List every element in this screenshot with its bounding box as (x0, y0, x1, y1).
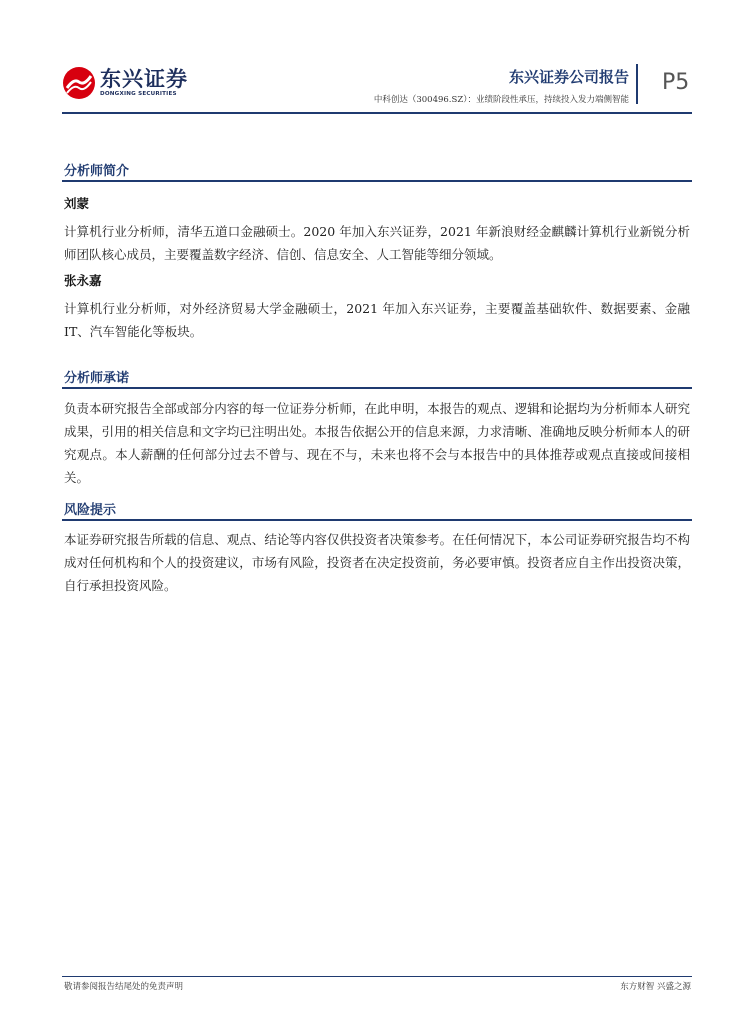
footer-rule (62, 976, 692, 977)
analyst-bio: 计算机行业分析师，清华五道口金融硕士。2020 年加入东兴证券，2021 年新浪财经金麒麟计算机行业新锐分析师团队核心成员，主要覆盖数字经济、信创、信息安全、人工智能等细分领域。 (64, 224, 690, 262)
dongxing-logo-icon (62, 66, 96, 100)
footer-disclaimer-note: 敬请参阅报告结尾处的免责声明 (64, 982, 184, 992)
analyst-name: 刘蒙 (64, 196, 90, 211)
analyst-name: 张永嘉 (64, 273, 102, 288)
analyst-bio: 计算机行业分析师，对外经济贸易大学金融硕士，2021 年加入东兴证券，主要覆盖基础软件、数据要素、金融 IT、汽车智能化等板块。 (64, 301, 690, 339)
pledge-text: 负责本研究报告全部或部分内容的每一位证券分析师，在此申明，本报告的观点、逻辑和论据均为分析师本人研究成果，引用的相关信息和文字均已注明出处。本报告依据公开的信息来源，力求清晰、准确地反映分析师本人的研究观点。本人薪酬的任何部分过去不曾与、现在不与，未来也将不会与本报告中的具体推荐或观点直接或间接相关。 (64, 401, 690, 485)
section-title-risk-notice: 风险提示 (64, 503, 117, 518)
page-header (0, 0, 755, 120)
section-rule (62, 519, 692, 521)
page-number: P5 (662, 70, 690, 95)
section-title-analyst-intro: 分析师简介 (64, 164, 130, 179)
report-subtitle: 中科创达（300496.SZ）：业绩阶段性承压，持续投入发力端侧智能 (373, 95, 629, 105)
logo-english-name: DONGXING SECURITIES (100, 91, 177, 97)
report-name: 东兴证券公司报告 (508, 68, 629, 86)
section-title-analyst-pledge: 分析师承诺 (64, 371, 130, 386)
footer-slogan: 东方财智 兴盛之源 (620, 982, 691, 992)
header-rule (62, 112, 692, 114)
section-rule (62, 180, 692, 182)
logo-chinese-name: 东兴证券 (100, 67, 188, 91)
company-logo (62, 66, 188, 100)
header-divider (636, 64, 638, 104)
risk-text: 本证券研究报告所载的信息、观点、结论等内容仅供投资者决策参考。在任何情况下，本公司证券研究报告均不构成对任何机构和个人的投资建议，市场有风险，投资者在决定投资前，务必要审慎。投资者应自主作出投资决策，自行承担投资风险。 (64, 532, 690, 593)
section-rule (62, 387, 692, 389)
